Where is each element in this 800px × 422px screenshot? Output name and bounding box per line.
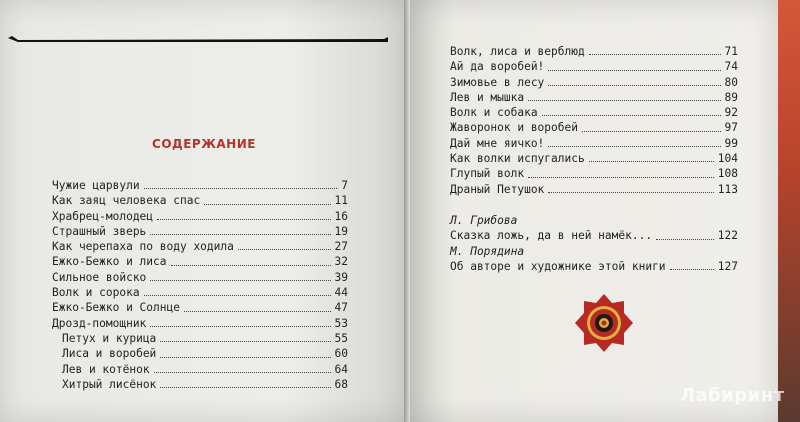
toc-page-number: 68: [334, 377, 348, 391]
toc-page-number: 122: [717, 229, 738, 243]
toc-entry: [450, 136, 738, 151]
toc-entry: [450, 259, 738, 274]
toc-entry: [52, 178, 348, 193]
toc-page-number: 92: [724, 106, 738, 120]
toc-page-number: 19: [334, 224, 348, 238]
toc-page-number: 99: [724, 136, 738, 150]
toc-leader-dots: [144, 188, 337, 189]
toc-entry: [450, 228, 738, 243]
toc-entry-title: Ежко-Бежко и лиса: [52, 255, 167, 269]
toc-entry-title: Жаворонок и воробей: [450, 121, 578, 135]
toc-leader-dots: [154, 372, 331, 373]
toc-entry: [52, 377, 348, 392]
toc-leader-dots: [542, 115, 721, 116]
toc-entry-title: Петух и курица: [62, 331, 157, 345]
toc-page-number: 32: [334, 255, 348, 269]
toc-entry-title: Об авторе и художнике этой книги: [450, 259, 666, 273]
toc-entry: [52, 270, 348, 285]
toc-leader-dots: [589, 161, 714, 162]
toc-leader-dots: [238, 249, 331, 250]
toc-leader-dots: [548, 70, 721, 71]
toc-entry-title: Лев и котёнок: [62, 362, 150, 376]
toc-page-number: 104: [717, 152, 738, 166]
toc-entry-title: Как черепаха по воду ходила: [52, 240, 234, 254]
contents-title: СОДЕРЖАНИЕ: [152, 137, 256, 151]
toc-entry: [52, 362, 348, 377]
toc-entry: [450, 120, 738, 135]
toc-entry: [450, 90, 738, 105]
toc-entry-title: Чужие царвули: [52, 179, 140, 192]
toc-entry: [450, 213, 738, 228]
toc-entry: [52, 285, 348, 300]
toc-entry: [450, 75, 738, 90]
toc-page-number: 16: [334, 209, 348, 223]
toc-entry-title: Лев и мышка: [450, 90, 525, 104]
toc-entry: [52, 239, 348, 254]
toc-page-number: 127: [717, 259, 738, 273]
toc-page-number: 53: [334, 316, 348, 330]
toc-leader-dots: [548, 146, 721, 147]
toc-entry-title: Храбрец-молодец: [52, 209, 154, 223]
toc-leader-dots: [589, 54, 721, 55]
toc-leader-dots: [157, 219, 331, 220]
toc-entry-title: Волк и собака: [450, 106, 538, 120]
toc-page-number: 64: [334, 362, 348, 376]
toc-entry: [52, 346, 348, 361]
toc-entry-title: Глупый волк: [450, 167, 525, 181]
toc-leader-dots: [528, 177, 714, 178]
toc-entry-title: Волк, лиса и верблюд: [450, 45, 585, 58]
toc-page-number: 108: [717, 167, 738, 181]
toc-page-number: 55: [334, 331, 348, 345]
toc-page-number: 113: [717, 182, 738, 196]
toc-entry-title: Зимовье в лесу: [450, 75, 545, 89]
toc-entry-title: Сказка ложь, да в ней намёк...: [450, 229, 653, 243]
left-toc: [52, 178, 348, 392]
toc-author: М. Порядина: [450, 244, 525, 258]
toc-page-number: 7: [341, 179, 348, 192]
section-spacer: [450, 197, 738, 213]
toc-page-number: 89: [724, 90, 738, 104]
toc-entry-title: Дай мне яичко!: [450, 136, 545, 150]
brush-stroke-divider: [8, 34, 388, 46]
toc-leader-dots: [160, 341, 331, 342]
toc-leader-dots: [204, 204, 331, 205]
toc-leader-dots: [144, 295, 331, 296]
toc-entry-title: Сильное войско: [52, 270, 147, 284]
right-toc: [450, 44, 738, 274]
toc-entry-title: Как заяц человека спас: [52, 194, 201, 208]
toc-leader-dots: [548, 192, 714, 193]
toc-entry-title: Волк и сорока: [52, 286, 140, 300]
toc-entry: [52, 209, 348, 224]
toc-leader-dots: [656, 239, 714, 240]
toc-entry-title: Ежко-Бежко и Солнце: [52, 301, 180, 315]
toc-entry: [450, 166, 738, 181]
toc-leader-dots: [160, 387, 331, 388]
toc-entry: [52, 224, 348, 239]
toc-entry: [450, 151, 738, 166]
toc-entry-title: Как волки испугались: [450, 152, 585, 166]
toc-leader-dots: [150, 280, 331, 281]
toc-leader-dots: [150, 326, 331, 327]
toc-page-number: 11: [334, 194, 348, 208]
toc-entry-title: Страшный зверь: [52, 224, 147, 238]
toc-page-number: 47: [334, 301, 348, 315]
toc-author: Л. Грибова: [450, 213, 518, 227]
toc-entry: [450, 244, 738, 259]
toc-page-number: 27: [334, 240, 348, 254]
toc-leader-dots: [528, 100, 721, 101]
toc-entry: [450, 182, 738, 197]
toc-entry: [52, 316, 348, 331]
toc-leader-dots: [548, 85, 721, 86]
toc-page-number: 97: [724, 121, 738, 135]
toc-entry: [450, 59, 738, 74]
toc-entry: [52, 254, 348, 269]
toc-entry: [52, 300, 348, 315]
toc-page-number: 60: [334, 347, 348, 361]
toc-entry: [52, 193, 348, 208]
toc-entry-title: Хитрый лисёнок: [62, 377, 157, 391]
toc-entry: [52, 331, 348, 346]
toc-leader-dots: [150, 234, 331, 235]
toc-page-number: 80: [724, 75, 738, 89]
toc-page-number: 39: [334, 270, 348, 284]
toc-entry-title: Дрозд-помощник: [52, 316, 147, 330]
toc-entry-title: Ай да воробей!: [450, 60, 545, 74]
toc-page-number: 44: [334, 286, 348, 300]
toc-page-number: 71: [724, 45, 738, 58]
toc-entry: [450, 105, 738, 120]
toc-entry-title: Лиса и воробей: [62, 347, 157, 361]
toc-leader-dots: [184, 311, 331, 312]
toc-entry: [450, 44, 738, 59]
watermark-logo: Лабиринт: [680, 385, 785, 406]
toc-page-number: 74: [724, 60, 738, 74]
ornament-icon: [574, 293, 634, 353]
toc-leader-dots: [582, 131, 721, 132]
toc-leader-dots: [160, 357, 331, 358]
toc-leader-dots: [171, 265, 331, 266]
toc-entry-title: Драный Петушок: [450, 182, 545, 196]
toc-leader-dots: [670, 269, 714, 270]
